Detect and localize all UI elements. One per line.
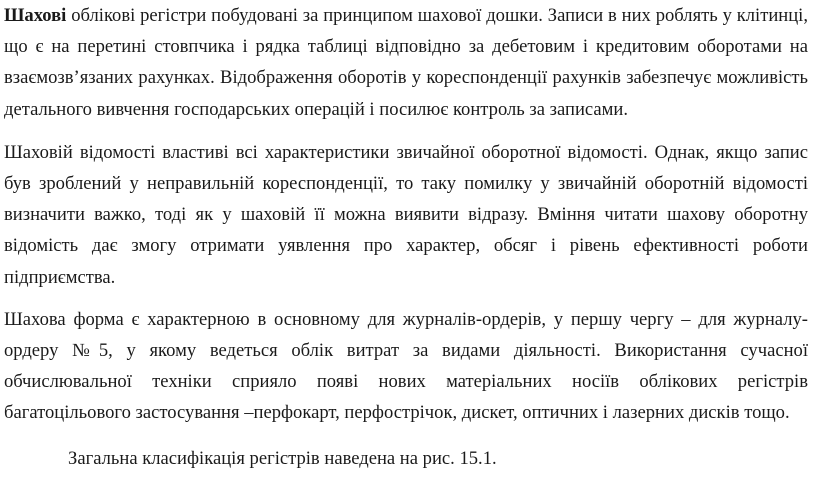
caption-text: Загальна класифікація регістрів наведена на рис. 15.1. xyxy=(68,447,497,469)
figure-reference-caption xyxy=(4,443,808,474)
paragraph-body-text: облікові регістри побудовані за принципом шахової дошки. Записи в них роблять у клітинці, що є на перетині стовпчика і рядка таблиці відповідно за дебетовим і кредитовим оборотами на взаємозв’язаних рахунках. Відображення оборотів у кореспонденції рахунків забезпечує можливість детального вивчення господарських операцій і посилює контроль за записами. xyxy=(4,5,808,120)
paragraph-lead-term: Шахові xyxy=(4,5,67,26)
paragraph-chess-registers xyxy=(4,0,808,125)
document-page xyxy=(4,0,808,474)
paragraph-chess-statement xyxy=(4,137,808,293)
paragraph-body-text: Шахова форма є характерною в основному для журналів-ордерів, у першу чергу – для журналу-ордеру №5, у якому ведеться облік витрат за видами діяльності. Використання сучасної обчислювальної техніки сприяло появі нових матеріальних носіїв облікових регістрів багатоцільового застосування –перфокарт, перфострічок, дискет, оптичних і лазерних дисків тощо. xyxy=(4,308,808,424)
paragraph-body-text: Шаховій відомості властиві всі характеристики звичайної оборотної відомості. Однак, якщо запис був зроблений у неправильній кореспонденції, то таку помилку у звичайній оборотній відомості визначити важко, тоді як у шаховій її можна виявити відразу. Вміння читати шахову оборотну відомість дає змогу отримати уявлення про характер, обсяг і рівень ефективності роботи підприємства. xyxy=(4,141,808,288)
paragraph-journal-orders xyxy=(4,304,808,429)
